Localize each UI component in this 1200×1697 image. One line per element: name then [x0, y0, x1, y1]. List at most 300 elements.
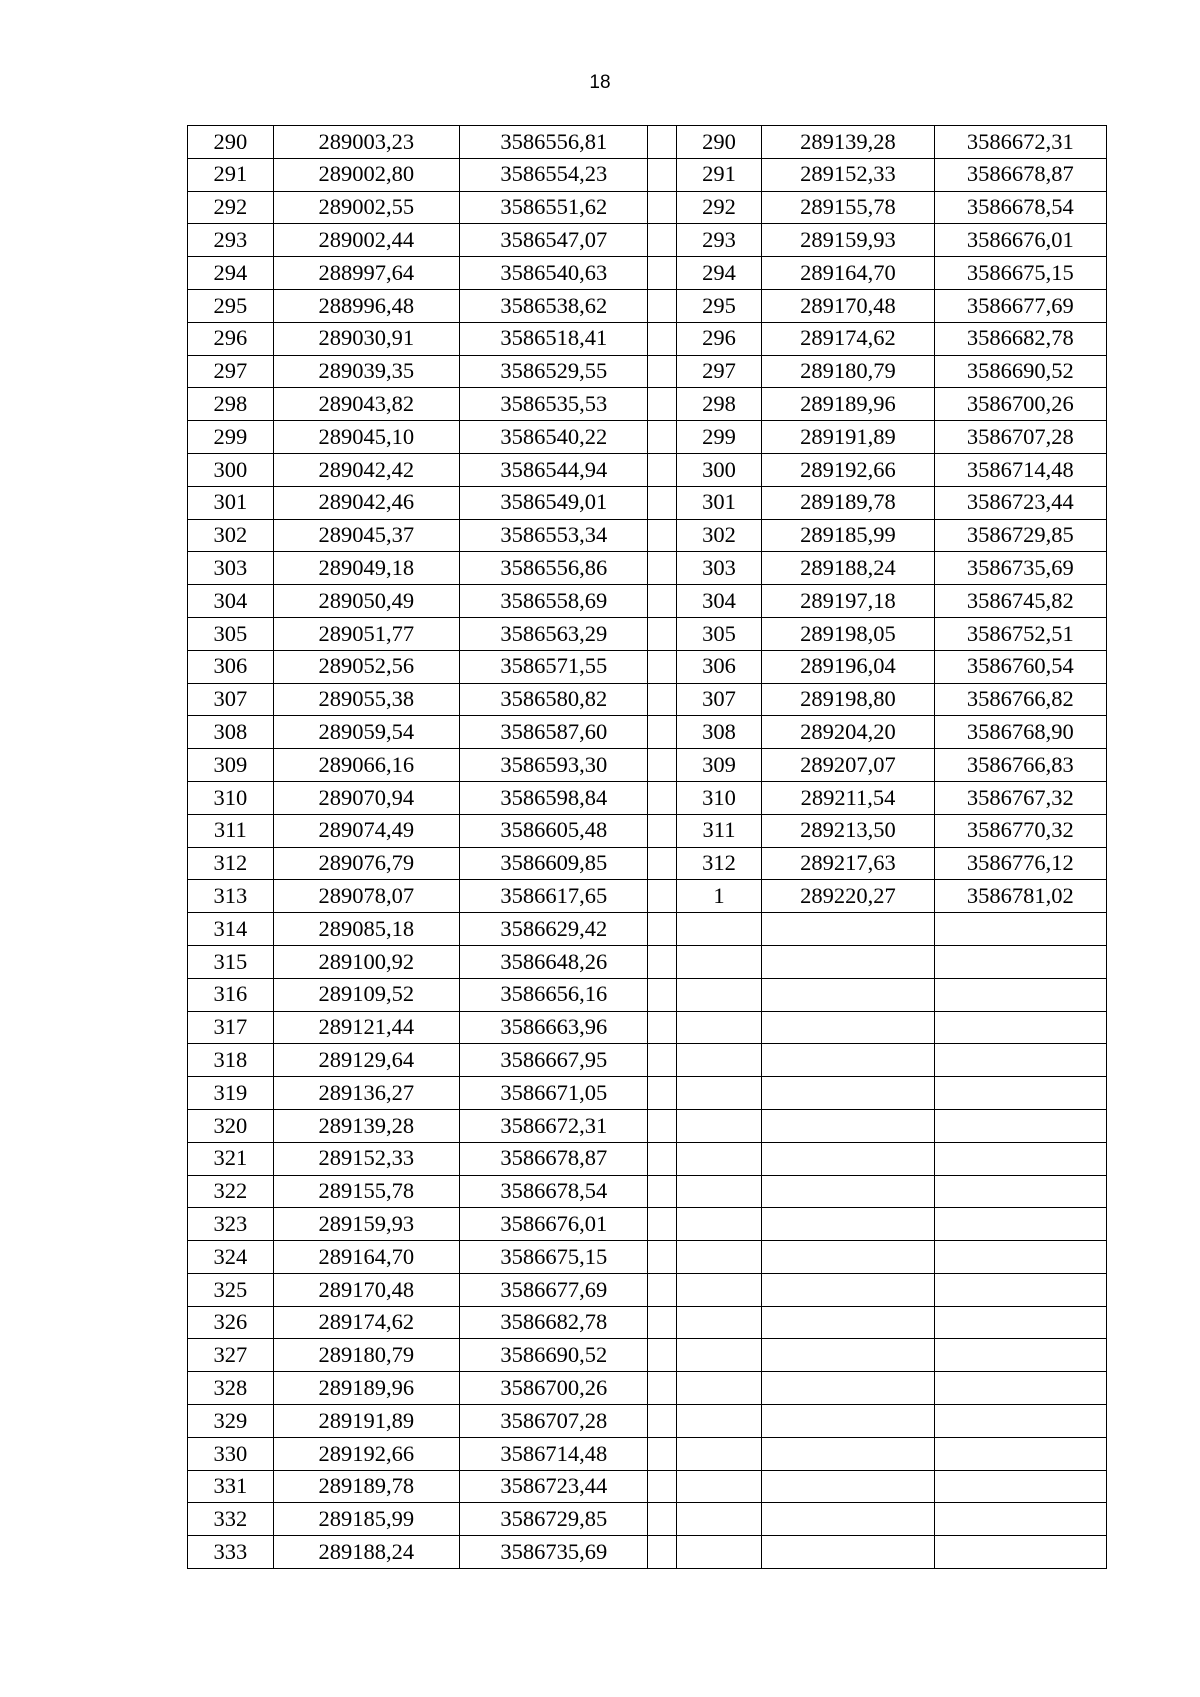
- right-y-coordinate-cell: 3586690,52: [934, 355, 1106, 388]
- table-row: [188, 1306, 1107, 1339]
- right-point-number-cell: [676, 913, 762, 946]
- separator-cell: [648, 814, 676, 847]
- separator-cell: [648, 486, 676, 519]
- right-x-coordinate-cell: [762, 1273, 934, 1306]
- right-point-number-cell: [676, 1208, 762, 1241]
- separator-cell: [648, 1437, 676, 1470]
- right-x-coordinate-cell: 289197,18: [762, 585, 934, 618]
- left-point-number-cell: 308: [188, 716, 274, 749]
- left-point-number-cell: 325: [188, 1273, 274, 1306]
- right-y-coordinate-cell: 3586745,82: [934, 585, 1106, 618]
- separator-cell: [648, 781, 676, 814]
- left-point-number-cell: 319: [188, 1077, 274, 1110]
- left-point-number-cell: 322: [188, 1175, 274, 1208]
- right-point-number-cell: 312: [676, 847, 762, 880]
- separator-cell: [648, 388, 676, 421]
- left-y-coordinate-cell: 3586540,63: [460, 257, 648, 290]
- left-point-number-cell: 315: [188, 945, 274, 978]
- right-point-number-cell: 292: [676, 191, 762, 224]
- right-y-coordinate-cell: 3586767,32: [934, 781, 1106, 814]
- left-x-coordinate-cell: 289039,35: [273, 355, 459, 388]
- right-y-coordinate-cell: [934, 1044, 1106, 1077]
- separator-cell: [648, 650, 676, 683]
- right-point-number-cell: [676, 1077, 762, 1110]
- right-y-coordinate-cell: [934, 1437, 1106, 1470]
- left-x-coordinate-cell: 289050,49: [273, 585, 459, 618]
- left-x-coordinate-cell: 289129,64: [273, 1044, 459, 1077]
- right-y-coordinate-cell: [934, 1372, 1106, 1405]
- left-y-coordinate-cell: 3586735,69: [460, 1536, 648, 1569]
- left-point-number-cell: 307: [188, 683, 274, 716]
- left-point-number-cell: 294: [188, 257, 274, 290]
- left-y-coordinate-cell: 3586682,78: [460, 1306, 648, 1339]
- right-point-number-cell: [676, 1142, 762, 1175]
- right-x-coordinate-cell: 289192,66: [762, 453, 934, 486]
- table-row: [188, 716, 1107, 749]
- right-point-number-cell: 296: [676, 322, 762, 355]
- separator-cell: [648, 749, 676, 782]
- separator-cell: [648, 355, 676, 388]
- left-y-coordinate-cell: 3586580,82: [460, 683, 648, 716]
- right-x-coordinate-cell: [762, 1208, 934, 1241]
- right-x-coordinate-cell: [762, 1536, 934, 1569]
- right-x-coordinate-cell: 289204,20: [762, 716, 934, 749]
- left-x-coordinate-cell: 289139,28: [273, 1109, 459, 1142]
- left-x-coordinate-cell: 289030,91: [273, 322, 459, 355]
- left-y-coordinate-cell: 3586549,01: [460, 486, 648, 519]
- table-row: [188, 453, 1107, 486]
- right-point-number-cell: 306: [676, 650, 762, 683]
- right-y-coordinate-cell: [934, 1306, 1106, 1339]
- table-row: [188, 519, 1107, 552]
- separator-cell: [648, 257, 676, 290]
- table-row: [188, 1437, 1107, 1470]
- right-point-number-cell: [676, 978, 762, 1011]
- left-x-coordinate-cell: 289055,38: [273, 683, 459, 716]
- left-x-coordinate-cell: 289078,07: [273, 880, 459, 913]
- right-y-coordinate-cell: [934, 978, 1106, 1011]
- table-row: [188, 158, 1107, 191]
- right-point-number-cell: [676, 1241, 762, 1274]
- left-y-coordinate-cell: 3586723,44: [460, 1470, 648, 1503]
- left-y-coordinate-cell: 3586675,15: [460, 1241, 648, 1274]
- right-y-coordinate-cell: 3586678,54: [934, 191, 1106, 224]
- left-point-number-cell: 299: [188, 421, 274, 454]
- table-row: [188, 617, 1107, 650]
- right-x-coordinate-cell: [762, 1437, 934, 1470]
- table-row: [188, 421, 1107, 454]
- table-row: [188, 1175, 1107, 1208]
- table-row: [188, 650, 1107, 683]
- left-x-coordinate-cell: 289066,16: [273, 749, 459, 782]
- right-point-number-cell: 1: [676, 880, 762, 913]
- separator-cell: [648, 552, 676, 585]
- left-y-coordinate-cell: 3586558,69: [460, 585, 648, 618]
- table-row: [188, 322, 1107, 355]
- left-point-number-cell: 312: [188, 847, 274, 880]
- left-x-coordinate-cell: 289052,56: [273, 650, 459, 683]
- left-x-coordinate-cell: 289152,33: [273, 1142, 459, 1175]
- left-point-number-cell: 306: [188, 650, 274, 683]
- left-x-coordinate-cell: 289121,44: [273, 1011, 459, 1044]
- separator-cell: [648, 913, 676, 946]
- left-point-number-cell: 302: [188, 519, 274, 552]
- right-x-coordinate-cell: [762, 1470, 934, 1503]
- separator-cell: [648, 519, 676, 552]
- left-point-number-cell: 317: [188, 1011, 274, 1044]
- table-row: [188, 257, 1107, 290]
- table-row: [188, 978, 1107, 1011]
- separator-cell: [648, 1044, 676, 1077]
- left-x-coordinate-cell: 289070,94: [273, 781, 459, 814]
- left-x-coordinate-cell: 289189,96: [273, 1372, 459, 1405]
- right-y-coordinate-cell: 3586781,02: [934, 880, 1106, 913]
- separator-cell: [648, 191, 676, 224]
- left-point-number-cell: 305: [188, 617, 274, 650]
- left-y-coordinate-cell: 3586598,84: [460, 781, 648, 814]
- left-point-number-cell: 297: [188, 355, 274, 388]
- right-y-coordinate-cell: 3586766,83: [934, 749, 1106, 782]
- left-y-coordinate-cell: 3586529,55: [460, 355, 648, 388]
- right-point-number-cell: 307: [676, 683, 762, 716]
- left-point-number-cell: 301: [188, 486, 274, 519]
- left-x-coordinate-cell: 288997,64: [273, 257, 459, 290]
- right-y-coordinate-cell: 3586707,28: [934, 421, 1106, 454]
- left-point-number-cell: 303: [188, 552, 274, 585]
- separator-cell: [648, 945, 676, 978]
- separator-cell: [648, 1142, 676, 1175]
- table-row: [188, 683, 1107, 716]
- right-y-coordinate-cell: 3586752,51: [934, 617, 1106, 650]
- table-row: [188, 585, 1107, 618]
- right-point-number-cell: [676, 1109, 762, 1142]
- separator-cell: [648, 126, 676, 159]
- right-y-coordinate-cell: [934, 1011, 1106, 1044]
- right-y-coordinate-cell: [934, 1241, 1106, 1274]
- right-y-coordinate-cell: [934, 1175, 1106, 1208]
- right-y-coordinate-cell: [934, 1077, 1106, 1110]
- left-y-coordinate-cell: 3586617,65: [460, 880, 648, 913]
- left-y-coordinate-cell: 3586707,28: [460, 1405, 648, 1438]
- left-point-number-cell: 304: [188, 585, 274, 618]
- right-x-coordinate-cell: 289220,27: [762, 880, 934, 913]
- right-y-coordinate-cell: [934, 1273, 1106, 1306]
- right-x-coordinate-cell: 289164,70: [762, 257, 934, 290]
- right-x-coordinate-cell: 289189,96: [762, 388, 934, 421]
- separator-cell: [648, 716, 676, 749]
- left-point-number-cell: 292: [188, 191, 274, 224]
- separator-cell: [648, 1011, 676, 1044]
- separator-cell: [648, 453, 676, 486]
- left-x-coordinate-cell: 289185,99: [273, 1503, 459, 1536]
- right-point-number-cell: 290: [676, 126, 762, 159]
- right-point-number-cell: 299: [676, 421, 762, 454]
- right-point-number-cell: [676, 1175, 762, 1208]
- left-y-coordinate-cell: 3586605,48: [460, 814, 648, 847]
- right-x-coordinate-cell: 289198,80: [762, 683, 934, 716]
- separator-cell: [648, 1273, 676, 1306]
- left-y-coordinate-cell: 3586544,94: [460, 453, 648, 486]
- right-point-number-cell: 293: [676, 224, 762, 257]
- right-point-number-cell: [676, 1044, 762, 1077]
- table-row: [188, 1044, 1107, 1077]
- left-point-number-cell: 324: [188, 1241, 274, 1274]
- left-x-coordinate-cell: 289003,23: [273, 126, 459, 159]
- right-y-coordinate-cell: [934, 945, 1106, 978]
- left-x-coordinate-cell: 289074,49: [273, 814, 459, 847]
- left-y-coordinate-cell: 3586629,42: [460, 913, 648, 946]
- left-y-coordinate-cell: 3586554,23: [460, 158, 648, 191]
- left-point-number-cell: 290: [188, 126, 274, 159]
- separator-cell: [648, 1503, 676, 1536]
- right-x-coordinate-cell: [762, 1109, 934, 1142]
- left-x-coordinate-cell: 289188,24: [273, 1536, 459, 1569]
- table-row: [188, 289, 1107, 322]
- left-point-number-cell: 332: [188, 1503, 274, 1536]
- left-x-coordinate-cell: 289002,80: [273, 158, 459, 191]
- right-x-coordinate-cell: 289198,05: [762, 617, 934, 650]
- table-row: [188, 486, 1107, 519]
- right-x-coordinate-cell: [762, 1306, 934, 1339]
- left-y-coordinate-cell: 3586540,22: [460, 421, 648, 454]
- right-y-coordinate-cell: 3586723,44: [934, 486, 1106, 519]
- right-y-coordinate-cell: [934, 1339, 1106, 1372]
- left-x-coordinate-cell: 289042,42: [273, 453, 459, 486]
- left-x-coordinate-cell: 288996,48: [273, 289, 459, 322]
- table-row: [188, 224, 1107, 257]
- left-y-coordinate-cell: 3586556,86: [460, 552, 648, 585]
- right-point-number-cell: 310: [676, 781, 762, 814]
- right-point-number-cell: 300: [676, 453, 762, 486]
- left-y-coordinate-cell: 3586538,62: [460, 289, 648, 322]
- table-row: [188, 913, 1107, 946]
- left-x-coordinate-cell: 289136,27: [273, 1077, 459, 1110]
- right-x-coordinate-cell: [762, 1142, 934, 1175]
- left-y-coordinate-cell: 3586587,60: [460, 716, 648, 749]
- left-y-coordinate-cell: 3586593,30: [460, 749, 648, 782]
- right-x-coordinate-cell: [762, 1405, 934, 1438]
- right-y-coordinate-cell: 3586677,69: [934, 289, 1106, 322]
- right-x-coordinate-cell: 289191,89: [762, 421, 934, 454]
- right-point-number-cell: 308: [676, 716, 762, 749]
- right-point-number-cell: [676, 1011, 762, 1044]
- separator-cell: [648, 1536, 676, 1569]
- left-x-coordinate-cell: 289174,62: [273, 1306, 459, 1339]
- separator-cell: [648, 880, 676, 913]
- right-y-coordinate-cell: 3586678,87: [934, 158, 1106, 191]
- left-x-coordinate-cell: 289002,44: [273, 224, 459, 257]
- right-point-number-cell: [676, 1273, 762, 1306]
- left-y-coordinate-cell: 3586553,34: [460, 519, 648, 552]
- left-y-coordinate-cell: 3586667,95: [460, 1044, 648, 1077]
- right-y-coordinate-cell: 3586682,78: [934, 322, 1106, 355]
- table-row: [188, 552, 1107, 585]
- left-x-coordinate-cell: 289159,93: [273, 1208, 459, 1241]
- right-x-coordinate-cell: 289155,78: [762, 191, 934, 224]
- separator-cell: [648, 322, 676, 355]
- left-y-coordinate-cell: 3586678,54: [460, 1175, 648, 1208]
- right-point-number-cell: [676, 1536, 762, 1569]
- separator-cell: [648, 617, 676, 650]
- separator-cell: [648, 1241, 676, 1274]
- right-y-coordinate-cell: 3586776,12: [934, 847, 1106, 880]
- left-y-coordinate-cell: 3586729,85: [460, 1503, 648, 1536]
- left-y-coordinate-cell: 3586672,31: [460, 1109, 648, 1142]
- table-row: [188, 814, 1107, 847]
- separator-cell: [648, 1306, 676, 1339]
- separator-cell: [648, 289, 676, 322]
- right-point-number-cell: 291: [676, 158, 762, 191]
- left-point-number-cell: 309: [188, 749, 274, 782]
- right-y-coordinate-cell: 3586714,48: [934, 453, 1106, 486]
- right-point-number-cell: [676, 1372, 762, 1405]
- table-row: [188, 945, 1107, 978]
- right-y-coordinate-cell: 3586768,90: [934, 716, 1106, 749]
- left-y-coordinate-cell: 3586518,41: [460, 322, 648, 355]
- table-row: [188, 1208, 1107, 1241]
- right-point-number-cell: [676, 1503, 762, 1536]
- separator-cell: [648, 847, 676, 880]
- left-y-coordinate-cell: 3586535,53: [460, 388, 648, 421]
- left-x-coordinate-cell: 289085,18: [273, 913, 459, 946]
- left-y-coordinate-cell: 3586677,69: [460, 1273, 648, 1306]
- right-y-coordinate-cell: 3586766,82: [934, 683, 1106, 716]
- table-row: [188, 1536, 1107, 1569]
- separator-cell: [648, 1372, 676, 1405]
- left-x-coordinate-cell: 289042,46: [273, 486, 459, 519]
- table-row: [188, 1011, 1107, 1044]
- left-x-coordinate-cell: 289043,82: [273, 388, 459, 421]
- right-point-number-cell: 304: [676, 585, 762, 618]
- right-x-coordinate-cell: [762, 913, 934, 946]
- table-row: [188, 749, 1107, 782]
- right-y-coordinate-cell: 3586676,01: [934, 224, 1106, 257]
- coordinates-table: [187, 125, 1107, 1569]
- right-point-number-cell: 311: [676, 814, 762, 847]
- right-x-coordinate-cell: [762, 1372, 934, 1405]
- left-point-number-cell: 329: [188, 1405, 274, 1438]
- left-point-number-cell: 316: [188, 978, 274, 1011]
- left-y-coordinate-cell: 3586714,48: [460, 1437, 648, 1470]
- right-point-number-cell: [676, 1306, 762, 1339]
- table-row: [188, 1109, 1107, 1142]
- right-y-coordinate-cell: [934, 1142, 1106, 1175]
- right-y-coordinate-cell: [934, 1470, 1106, 1503]
- left-y-coordinate-cell: 3586547,07: [460, 224, 648, 257]
- right-x-coordinate-cell: 289213,50: [762, 814, 934, 847]
- left-point-number-cell: 295: [188, 289, 274, 322]
- left-x-coordinate-cell: 289180,79: [273, 1339, 459, 1372]
- left-point-number-cell: 323: [188, 1208, 274, 1241]
- right-x-coordinate-cell: 289139,28: [762, 126, 934, 159]
- left-y-coordinate-cell: 3586678,87: [460, 1142, 648, 1175]
- left-x-coordinate-cell: 289155,78: [273, 1175, 459, 1208]
- separator-cell: [648, 1175, 676, 1208]
- table-row: [188, 847, 1107, 880]
- left-point-number-cell: 331: [188, 1470, 274, 1503]
- right-x-coordinate-cell: 289188,24: [762, 552, 934, 585]
- left-point-number-cell: 320: [188, 1109, 274, 1142]
- left-x-coordinate-cell: 289051,77: [273, 617, 459, 650]
- right-x-coordinate-cell: 289159,93: [762, 224, 934, 257]
- right-x-coordinate-cell: [762, 978, 934, 1011]
- left-x-coordinate-cell: 289164,70: [273, 1241, 459, 1274]
- right-point-number-cell: [676, 1405, 762, 1438]
- right-x-coordinate-cell: [762, 1241, 934, 1274]
- left-x-coordinate-cell: 289045,10: [273, 421, 459, 454]
- table-row: [188, 880, 1107, 913]
- left-point-number-cell: 326: [188, 1306, 274, 1339]
- right-point-number-cell: [676, 1339, 762, 1372]
- right-x-coordinate-cell: 289207,07: [762, 749, 934, 782]
- left-point-number-cell: 293: [188, 224, 274, 257]
- left-point-number-cell: 318: [188, 1044, 274, 1077]
- separator-cell: [648, 683, 676, 716]
- separator-cell: [648, 1339, 676, 1372]
- right-x-coordinate-cell: 289189,78: [762, 486, 934, 519]
- left-point-number-cell: 327: [188, 1339, 274, 1372]
- separator-cell: [648, 585, 676, 618]
- right-y-coordinate-cell: 3586672,31: [934, 126, 1106, 159]
- table-row: [188, 1503, 1107, 1536]
- left-x-coordinate-cell: 289191,89: [273, 1405, 459, 1438]
- left-point-number-cell: 310: [188, 781, 274, 814]
- left-y-coordinate-cell: 3586551,62: [460, 191, 648, 224]
- right-y-coordinate-cell: [934, 1503, 1106, 1536]
- left-y-coordinate-cell: 3586556,81: [460, 126, 648, 159]
- right-point-number-cell: [676, 945, 762, 978]
- left-x-coordinate-cell: 289189,78: [273, 1470, 459, 1503]
- table-row: [188, 1142, 1107, 1175]
- left-y-coordinate-cell: 3586700,26: [460, 1372, 648, 1405]
- right-x-coordinate-cell: [762, 1503, 934, 1536]
- separator-cell: [648, 158, 676, 191]
- right-x-coordinate-cell: [762, 1044, 934, 1077]
- left-point-number-cell: 328: [188, 1372, 274, 1405]
- left-x-coordinate-cell: 289100,92: [273, 945, 459, 978]
- right-x-coordinate-cell: [762, 1077, 934, 1110]
- left-x-coordinate-cell: 289170,48: [273, 1273, 459, 1306]
- right-x-coordinate-cell: [762, 945, 934, 978]
- left-point-number-cell: 330: [188, 1437, 274, 1470]
- left-point-number-cell: 313: [188, 880, 274, 913]
- table-row: [188, 191, 1107, 224]
- left-point-number-cell: 311: [188, 814, 274, 847]
- right-x-coordinate-cell: [762, 1175, 934, 1208]
- right-y-coordinate-cell: 3586700,26: [934, 388, 1106, 421]
- right-point-number-cell: 297: [676, 355, 762, 388]
- right-y-coordinate-cell: [934, 1536, 1106, 1569]
- left-x-coordinate-cell: 289045,37: [273, 519, 459, 552]
- page-number: 18: [589, 72, 611, 93]
- table-row: [188, 355, 1107, 388]
- left-y-coordinate-cell: 3586648,26: [460, 945, 648, 978]
- left-point-number-cell: 333: [188, 1536, 274, 1569]
- left-x-coordinate-cell: 289109,52: [273, 978, 459, 1011]
- right-x-coordinate-cell: 289185,99: [762, 519, 934, 552]
- right-y-coordinate-cell: [934, 1208, 1106, 1241]
- right-x-coordinate-cell: 289217,63: [762, 847, 934, 880]
- table-row: [188, 781, 1107, 814]
- left-x-coordinate-cell: 289059,54: [273, 716, 459, 749]
- left-point-number-cell: 296: [188, 322, 274, 355]
- right-y-coordinate-cell: 3586729,85: [934, 519, 1106, 552]
- left-y-coordinate-cell: 3586609,85: [460, 847, 648, 880]
- separator-cell: [648, 978, 676, 1011]
- right-point-number-cell: 305: [676, 617, 762, 650]
- right-point-number-cell: 301: [676, 486, 762, 519]
- left-point-number-cell: 314: [188, 913, 274, 946]
